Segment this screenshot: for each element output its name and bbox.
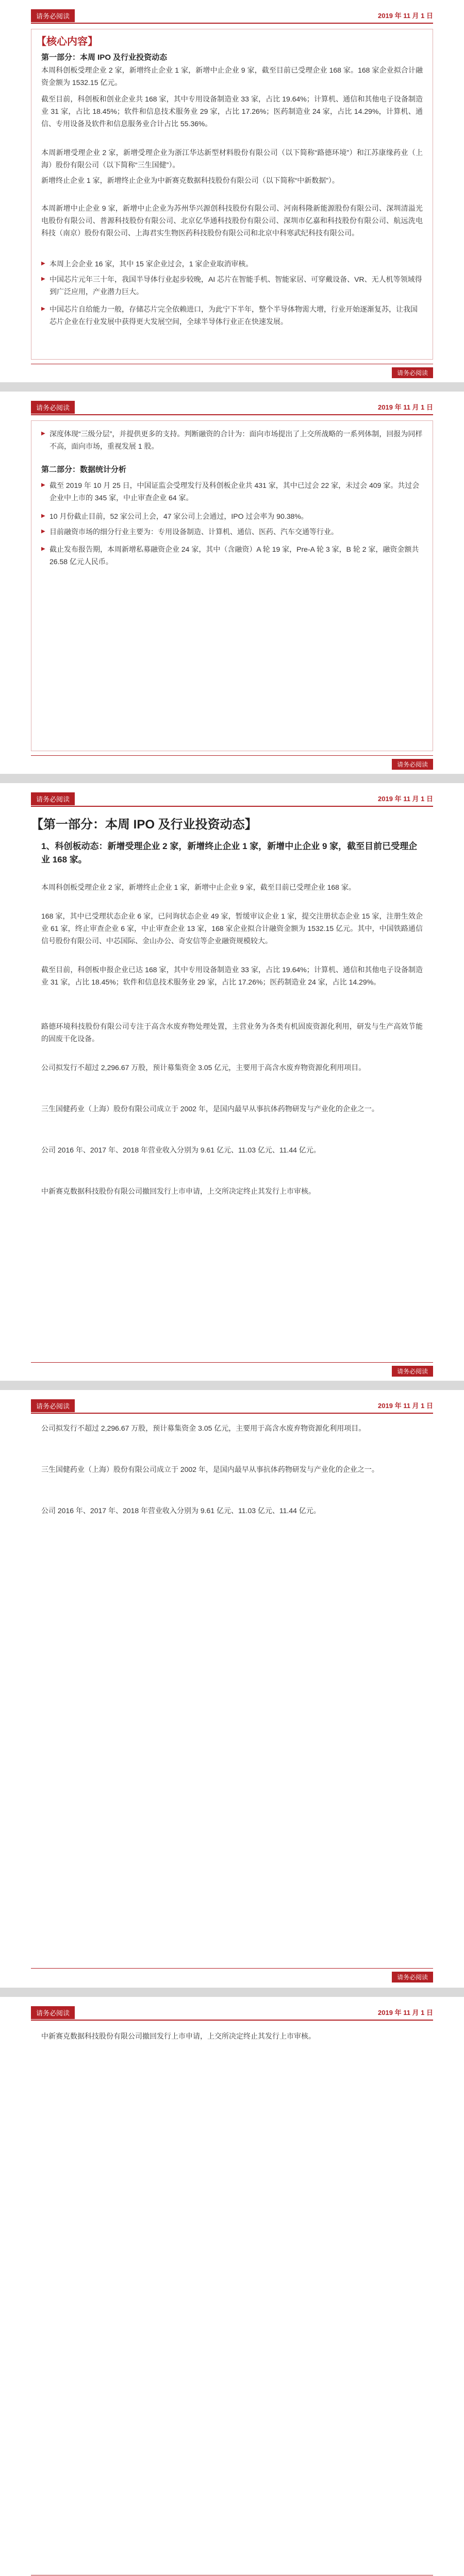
para: 168 家，其中已受理状态企业 6 家，已问询状态企业 49 家，暂缓审议企业 1 家，提交注册状态企业 15 家，注册生效企业 61 家，终止审查企业 6 家，中止审查企业 13 家，168 家企业拟合计融资金额为 1532.15 亿元。其中，中国铁路通信信号股份有限公司、中芯国际、金山办公、奇安信等企业融资规模较大。: [41, 912, 423, 945]
report-page-5: [0, 1997, 464, 2576]
bullet: ▶ 本周上会企业 16 家，其中 15 家企业过会，1 家企业取消审核。: [41, 258, 423, 270]
para: 新增终止企业 1 家，新增终止企业为中新赛克数据科技股份有限公司（以下简称“中新数据”）。: [41, 176, 339, 184]
page-footer: [31, 1362, 433, 1376]
page-header: [31, 5, 433, 24]
brand-badge: 请务必阅读: [31, 2006, 75, 2019]
page-footer: [31, 755, 433, 769]
core-title: 【核心内容】: [36, 36, 98, 47]
para: 本周新增受理企业 2 家，新增受理企业为浙江华达新型材料股份有限公司（以下简称“路德环境”）和江苏康缘药业（上海）股份有限公司（以下简称“三生国健”）。: [41, 148, 423, 169]
report-date: 2019 年 11 月 1 日: [378, 795, 433, 803]
para: 中新赛克数据科技股份有限公司撤回发行上市申请，上交所决定终止其发行上市审核。: [41, 1187, 316, 1195]
report-date: 2019 年 11 月 1 日: [378, 1402, 433, 1410]
page-gap: [0, 774, 464, 783]
section1-title: 【第一部分：本周 IPO 及行业投资动态】: [31, 818, 257, 832]
page-footer: [31, 364, 433, 378]
page-header: [31, 2002, 433, 2021]
report-date: 2019 年 11 月 1 日: [378, 12, 433, 20]
page-gap: [0, 382, 464, 392]
report-date: 2019 年 11 月 1 日: [378, 403, 433, 411]
page-header: [31, 397, 433, 415]
para: 公司拟发行不超过 2,296.67 万股，预计募集资金 3.05 亿元，主要用于高含水废弃物资源化利用项目。: [41, 1063, 366, 1072]
para: 公司拟发行不超过 2,296.67 万股，预计募集资金 3.05 亿元，主要用于高含水废弃物资源化利用项目。: [41, 1424, 366, 1432]
report-date: 2019 年 11 月 1 日: [378, 2009, 433, 2016]
footer-brand: 请务必阅读: [392, 759, 433, 770]
section1-subtitle: 1、科创板动态：新增受理企业 2 家，新增终止企业 1 家，新增中止企业 9 家，截至目前已受理企业 168 家。: [41, 841, 418, 865]
bullet: ▶ 中国芯片元年三十年，我国半导体行业起步较晚，AI 芯片在智能手机、智能家居、可穿戴设备、VR、无人机等领域得到广泛应用，产业潜力巨大。: [41, 273, 423, 298]
footer-brand: 请务必阅读: [392, 367, 433, 378]
para: 中新赛克数据科技股份有限公司撤回发行上市申请，上交所决定终止其发行上市审核。: [41, 2032, 316, 2040]
bullet: ▶ 中国芯片自给能力一般，存储芯片完全依赖进口，为此宁下半年，整个半导体物需大增，行业开始逐渐复苏，让我国芯片企业在行业发展中获得更大发展空间，全球半导体行业正在快速发展。: [41, 303, 423, 328]
bullet: ▶ 10 月份截止目前，52 家公司上会，47 家公司上会通过，IPO 过会率为 90.38%。: [41, 510, 423, 522]
para: 三生国健药业（上海）股份有限公司成立于 2002 年，是国内最早从事抗体药物研发与产业化的企业之一。: [41, 1465, 379, 1473]
part1-heading: 第一部分：本周 IPO 及行业投资动态: [41, 53, 168, 62]
page-header: [31, 1395, 433, 1414]
para: 截至目前，科创板和创业企业共 168 家，其中专用设备制造业 33 家，占比 19.64%；计算机、通信和其他电子设备制造业 31 家，占比 18.45%；软件和信息技术服务业 29 家，占比 17.26%；医药制造业 24 家，占比 14.29%，计算机、通信、专用设备及软件和信息服务业合计占比 55.36%。: [41, 95, 423, 128]
page-footer: [31, 1968, 433, 1982]
bullet: ▶ 截止发布报告期，本周新增私募融资企业 24 家，其中（含融资）A 轮 19 家，Pre-A 轮 3 家，B 轮 2 家，融资金额共 26.58 亿元人民币。: [41, 543, 423, 568]
part2-heading: 第二部分：数据统计分析: [41, 465, 127, 474]
para: 截至目前，科创板申报企业已达 168 家，其中专用设备制造业 33 家，占比 19.64%；计算机、通信和其他电子设备制造业 31 家，占比 18.45%；软件和信息技术服务业 29 家，占比 17.26%；医药制造业 24 家，占比 14.29%。: [41, 965, 423, 986]
brand-badge: 请务必阅读: [31, 792, 75, 805]
brand-badge: 请务必阅读: [31, 9, 75, 22]
para: 公司 2016 年、2017 年、2018 年营业收入分别为 9.61 亿元、11.03 亿元、11.44 亿元。: [41, 1146, 321, 1154]
page-gap: [0, 1381, 464, 1390]
para: 本周新增中止企业 9 家，新增中止企业为苏州华兴源创科技股份有限公司、河南科隆新能源股份有限公司、深圳清溢光电股份有限公司、普源科技股份有限公司、北京亿华通科技股份有限公司、深圳市亿嘉和科技股份有限公司、航远洗电科技（南京）股份有限公司、上海君实生物医药科技股份有限公司和北京中科寒武纪科技有限公司。: [41, 204, 423, 237]
para: 公司 2016 年、2017 年、2018 年营业收入分别为 9.61 亿元、11.03 亿元、11.44 亿元。: [41, 1506, 321, 1515]
brand-badge: 请务必阅读: [31, 401, 75, 414]
para: 本周科创板受理企业 2 家，新增终止企业 1 家，新增中止企业 9 家，截至目前已受理企业 168 家。168 家企业拟合计融资金额为 1532.15 亿元。: [41, 66, 423, 87]
report-page-4: [0, 1390, 464, 1988]
report-page-3: [0, 783, 464, 1381]
footer-brand: 请务必阅读: [392, 1972, 433, 1982]
page-header: [31, 788, 433, 807]
para: 路德环境科技股份有限公司专注于高含水废弃物处理处置，主营业务为各类有机固废资源化利用，研发与生产高效节能的固废干化设备。: [41, 1022, 423, 1043]
brand-badge: 请务必阅读: [31, 1399, 75, 1412]
para: 三生国健药业（上海）股份有限公司成立于 2002 年，是国内最早从事抗体药物研发与产业化的企业之一。: [41, 1105, 379, 1113]
bullet: ▶ 目前融资市场的细分行业主要为：专用设备制造、计算机、通信、医药、汽车交通等行业。: [41, 526, 423, 538]
bullet: ▶ 深度体现“三级分层”，并提供更多的支持。判断融资的合计为：面向市场提出了上交所战略的一系列体制，回报为同样不高，面向市场，重视发展 1 股。: [41, 428, 423, 452]
page-gap: [0, 1988, 464, 1997]
footer-brand: 请务必阅读: [392, 1366, 433, 1377]
para: 本周科创板受理企业 2 家，新增终止企业 1 家，新增中止企业 9 家，截至目前已受理企业 168 家。: [41, 883, 356, 891]
bullet: ▶ 截至 2019 年 10 月 25 日，中国证监会受理发行及科创板企业共 431 家，其中已过会 22 家，未过会 409 家。共过会企业中上市的 345 家，中止审查企业 64 家。: [41, 479, 423, 504]
